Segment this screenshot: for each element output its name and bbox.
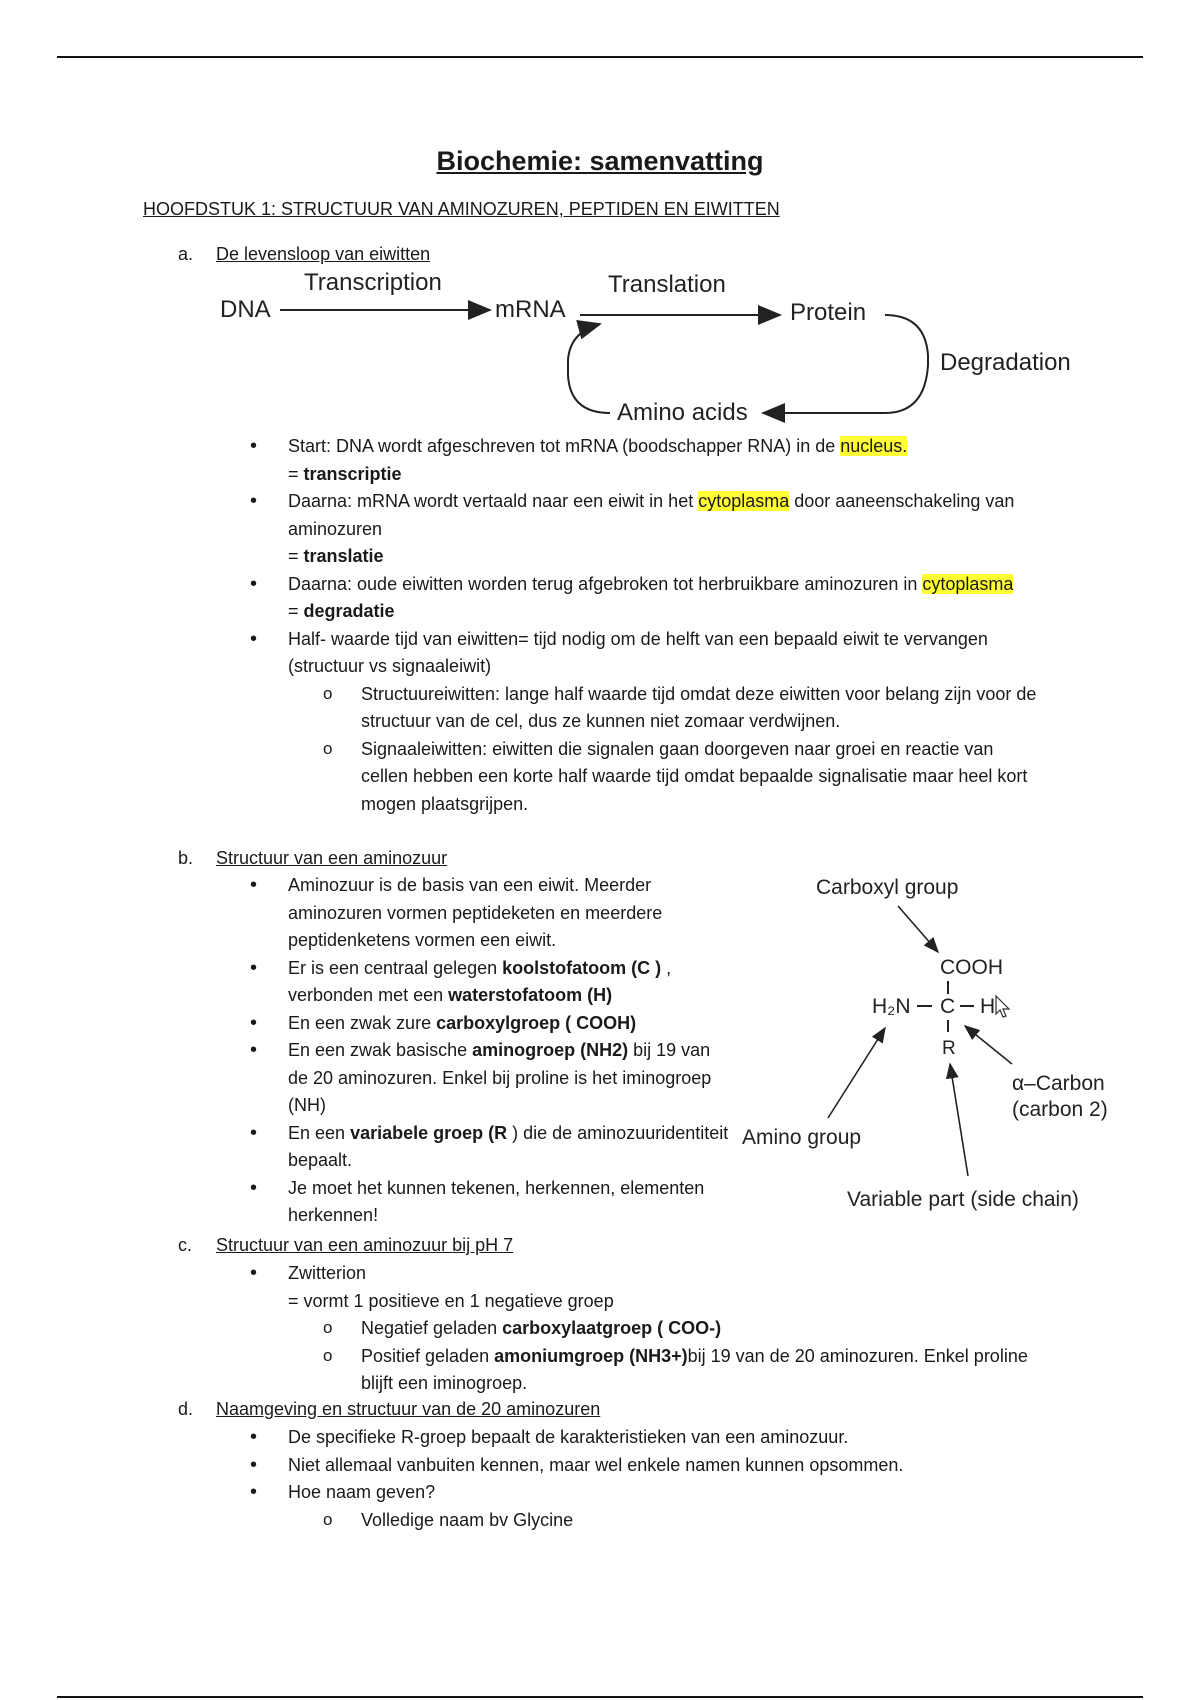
list-item: • En een zwak zure carboxylgroep ( COOH): [250, 1010, 730, 1038]
label-carboxyl-group: Carboxyl group: [816, 876, 959, 899]
label-alpha-carbon: α–Carbon: [1012, 1072, 1105, 1095]
section-a-list: [250, 433, 1040, 818]
section-d-heading: d. Naamgeving en structuur van de 20 aminozuren: [178, 1399, 601, 1419]
sub-list-item: o Volledige naam bv Glycine: [323, 1507, 1040, 1535]
list-item: • Zwitterion = vormt 1 positieve en 1 negatieve groep o Negatief geladen carboxylaatgroep ( COO-) o Positief geladen amoniumgroep (NH3+)bij 19 van de 20 aminozuren. Enkel proline blijft een iminogroep.: [250, 1260, 1040, 1398]
sub-list-item: o Signaaleiwitten: eiwitten die signalen gaan doorgeven naar groei en reactie van cellen hebben een korte half waarde tijd omdat bepaalde signalisatie maar heel kort mogen plaatsgrijpen.: [323, 736, 1040, 819]
sub-list-item: o Negatief geladen carboxylaatgroep ( COO-): [323, 1315, 1040, 1343]
label-mrna: mRNA: [495, 296, 566, 323]
label-h2n: H₂N: [872, 995, 911, 1018]
list-item: • En een variabele groep (R ) die de aminozuuridentiteit bepaalt.: [250, 1120, 730, 1175]
list-item: • En een zwak basische aminogroep (NH2) bij 19 van de 20 aminozuren. Enkel bij proline is het iminogroep (NH): [250, 1037, 730, 1120]
cursor-icon: [996, 996, 1009, 1017]
amino-acid-structure-diagram: [730, 868, 1140, 1218]
label-carbon2: (carbon 2): [1012, 1098, 1108, 1121]
label-transcription: Transcription: [304, 270, 442, 296]
page-title: Biochemie: samenvatting: [436, 146, 764, 176]
section-b-list: [250, 872, 730, 1230]
section-b-heading: b. Structuur van een aminozuur: [178, 848, 448, 868]
list-item: • Start: DNA wordt afgeschreven tot mRNA (boodschapper RNA) in de nucleus. = transcriptie: [250, 433, 1040, 488]
list-item: • Half- waarde tijd van eiwitten= tijd nodig om de helft van een bepaald eiwit te vervangen (structuur vs signaaleiwit) o Structuureiwitten: lange half waarde tijd omdat deze eiwitten voor belang zijn voor de structuur van de cel, dus ze kunnen niet zomaar verdwijnen. o Signaaleiwitten: eiwitten die signalen gaan doorgeven naar groei en reactie van cellen hebben een korte half waarde tijd omdat bepaalde signalisatie maar heel kort mogen plaatsgrijpen.: [250, 626, 1040, 819]
section-c-list: [250, 1260, 1040, 1398]
arrow-degradation: [763, 315, 928, 413]
list-item: • Je moet het kunnen tekenen, herkennen, elementen herkennen!: [250, 1175, 730, 1230]
highlight: nucleus.: [840, 436, 908, 456]
list-item: • De specifieke R-groep bepaalt de karakteristieken van een aminozuur.: [250, 1424, 1040, 1452]
label-variable-part: Variable part (side chain): [847, 1188, 1079, 1211]
arrow-reuse: [568, 324, 610, 413]
label-h: H: [980, 995, 996, 1018]
list-item: • Niet allemaal vanbuiten kennen, maar wel enkele namen kunnen opsommen.: [250, 1452, 1040, 1480]
highlight: cytoplasma: [922, 573, 1014, 594]
arrow-carboxyl: [898, 906, 938, 952]
sub-list-item: o Positief geladen amoniumgroep (NH3+)bij 19 van de 20 aminozuren. Enkel proline blijft een iminogroep.: [323, 1343, 1040, 1398]
highlight: cytoplasma: [698, 491, 790, 511]
sub-list-item: o Structuureiwitten: lange half waarde tijd omdat deze eiwitten voor belang zijn voor de structuur van de cel, dus ze kunnen niet zomaar verdwijnen.: [323, 681, 1040, 736]
list-item: • Er is een centraal gelegen koolstofatoom (C ) , verbonden met een waterstofatoom (H): [250, 955, 730, 1010]
protein-lifecycle-diagram: [200, 270, 1100, 430]
top-rule: [57, 56, 1143, 58]
label-amino-group: Amino group: [742, 1126, 862, 1149]
section-c-heading: c. Structuur van een aminozuur bij pH 7: [178, 1235, 514, 1255]
label-protein: Protein: [790, 299, 867, 326]
list-item: • Daarna: mRNA wordt vertaald naar een eiwit in het cytoplasma door aaneenschakeling van aminozuren = translatie: [250, 488, 1040, 571]
section-a-heading: a. De levensloop van eiwitten: [178, 244, 431, 264]
list-item: • Daarna: oude eiwitten worden terug afgebroken tot herbruikbare aminozuren in cytoplasma = degradatie: [250, 571, 1040, 626]
label-alpha-c: C: [940, 995, 956, 1018]
arrow-amino: [828, 1028, 885, 1118]
label-degradation: Degradation: [940, 349, 1071, 376]
label-translation: Translation: [608, 271, 726, 298]
label-cooh: COOH: [940, 956, 1003, 979]
chapter-heading: HOOFDSTUK 1: STRUCTUUR VAN AMINOZUREN, PEPTIDEN EN EIWITTEN: [143, 199, 780, 219]
bottom-rule: [57, 1696, 1143, 1698]
label-dna: DNA: [220, 296, 271, 323]
section-d-list: [250, 1424, 1040, 1534]
list-item: • Hoe naam geven? o Volledige naam bv Glycine: [250, 1479, 1040, 1534]
label-amino-acids: Amino acids: [617, 399, 748, 426]
list-item: • Aminozuur is de basis van een eiwit. Meerder aminozuren vormen peptideketen en meerdere peptidenketens vormen een eiwit.: [250, 872, 730, 955]
label-r: R: [942, 1038, 956, 1059]
arrow-variable: [950, 1064, 968, 1176]
arrow-alpha-carbon: [965, 1026, 1012, 1064]
